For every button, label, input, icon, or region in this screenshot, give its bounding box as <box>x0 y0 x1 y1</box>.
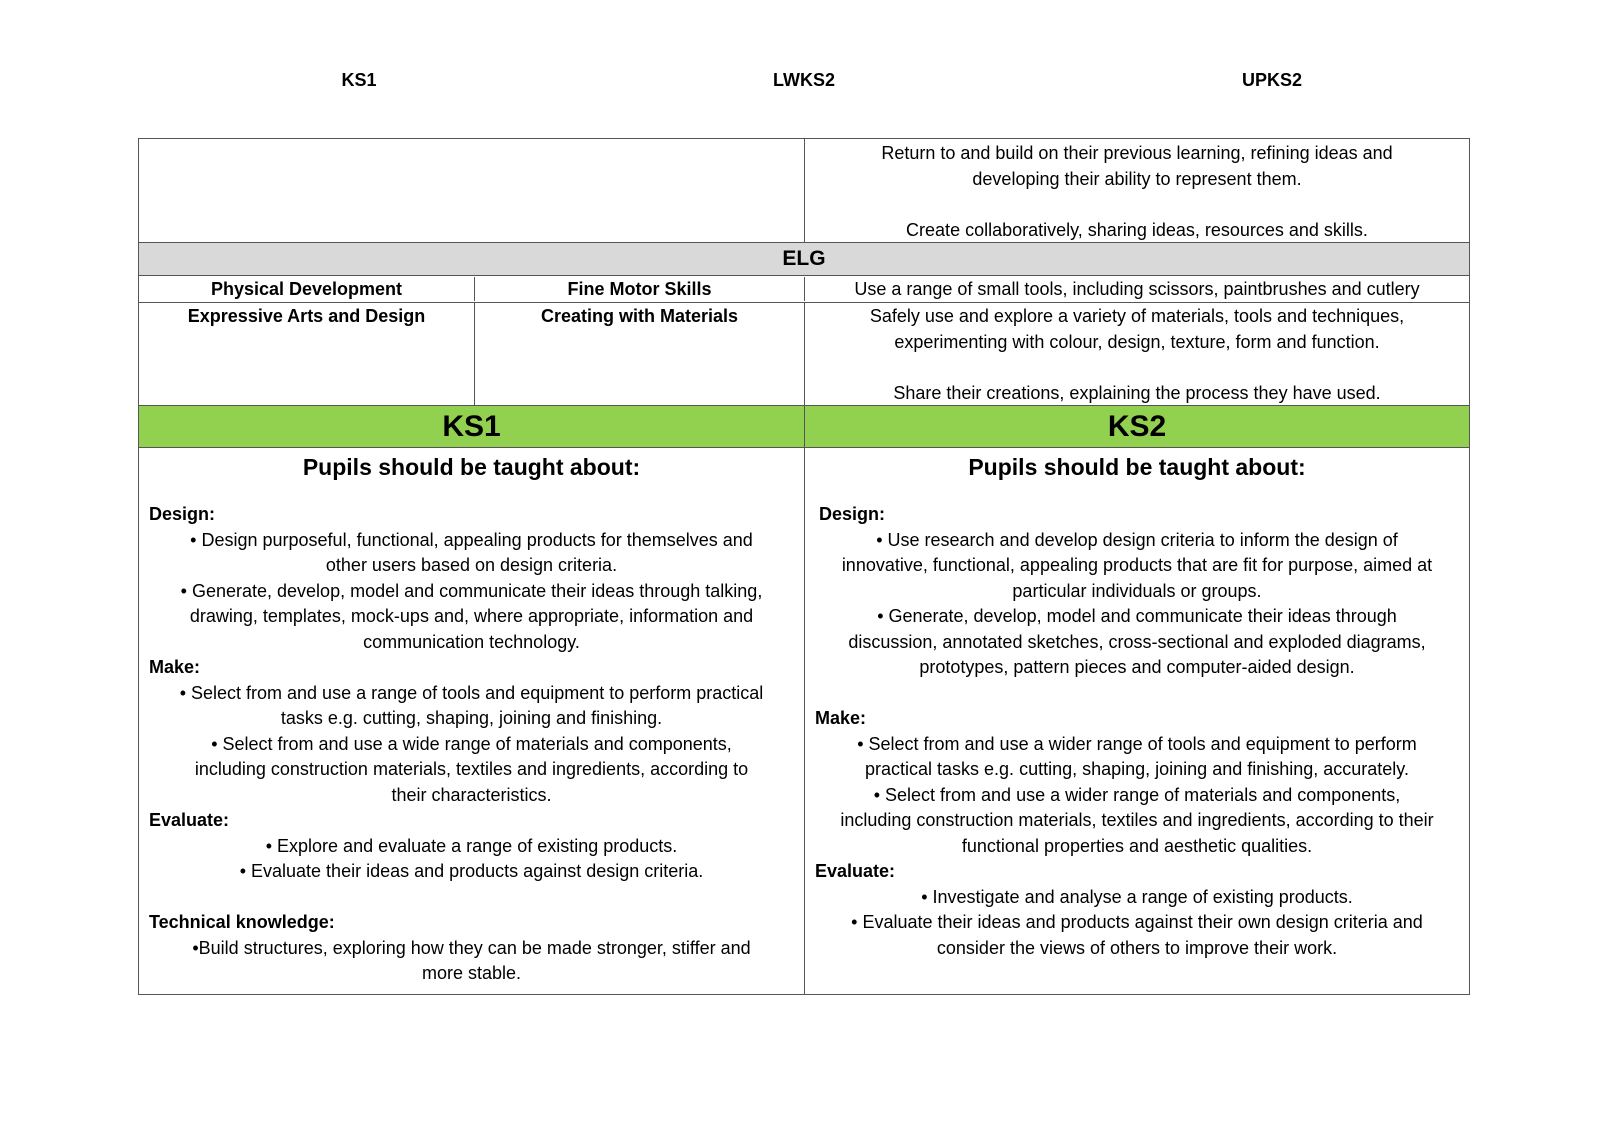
elg-heading-row <box>139 242 1469 275</box>
table-row-expressive <box>139 302 1469 405</box>
intro-line: Return to and build on their previous learning, refining ideas and <box>881 143 1393 163</box>
key-stage-heading-row <box>139 405 1469 447</box>
ks1-design-line: other users based on design criteria. <box>325 555 618 575</box>
physical-strand: Fine Motor Skills <box>474 277 804 301</box>
ks2-evaluate-line: • Investigate and analyse a range of existing products. <box>921 886 1353 907</box>
ks1-design-line: • Design purposeful, functional, appealing products for themselves and <box>190 529 753 550</box>
ks2-make-line: • Select from and use a wider range of materials and components, <box>873 784 1401 805</box>
ks1-design-label: Design: <box>149 504 216 524</box>
ks1-tech-label: Technical knowledge: <box>149 912 335 932</box>
ks1-design-line: • Generate, develop, model and communicate their ideas through talking, <box>180 580 763 601</box>
ks2-evaluate-label: Evaluate: <box>815 861 896 881</box>
ks1-make-line: • Select from and use a wide range of materials and components, <box>211 733 732 754</box>
empty-cell <box>139 139 804 242</box>
table-row-physical <box>139 275 1469 302</box>
ks2-make-line: practical tasks e.g. cutting, shaping, joining and finishing, accurately. <box>865 759 1409 779</box>
ks1-heading: KS1 <box>442 410 501 443</box>
intro-line: Create collaboratively, sharing ideas, resources and skills. <box>906 219 1368 240</box>
ks1-evaluate-label: Evaluate: <box>149 810 230 830</box>
ks2-make-label: Make: <box>815 708 867 728</box>
ks2-design-line: • Generate, develop, model and communicate their ideas through <box>877 606 1397 626</box>
ks1-make-line: their characteristics. <box>391 784 552 805</box>
ks1-evaluate-line: • Explore and evaluate a range of existing products. <box>265 835 678 856</box>
header-lwks2: LWKS2 <box>772 70 836 90</box>
ks2-make-line: functional properties and aesthetic qualities. <box>961 835 1313 856</box>
ks1-design-line: drawing, templates, mock-ups and, where appropriate, information and <box>189 606 754 626</box>
ks2-content <box>804 448 1469 994</box>
ks1-make-line: tasks e.g. cutting, shaping, joining and finishing. <box>280 708 663 728</box>
ks1-tech-line: more stable. <box>421 963 522 983</box>
ks2-evaluate-line: consider the views of others to improve their work. <box>936 937 1338 958</box>
ks2-make-line: • Select from and use a wider range of tools and equipment to perform <box>857 733 1417 754</box>
header-ks1: KS1 <box>341 70 377 90</box>
header-upks2: UPKS2 <box>1241 70 1303 90</box>
ks1-make-line: • Select from and use a range of tools and equipment to perform practical <box>179 682 764 703</box>
ks2-heading: KS2 <box>804 406 1469 447</box>
table-row-intro <box>139 139 1469 242</box>
physical-goal: Use a range of small tools, including scissors, paintbrushes and cutlery <box>804 277 1469 301</box>
ks2-design-line: prototypes, pattern pieces and computer-aided design. <box>919 657 1355 677</box>
elg-heading: ELG <box>782 247 826 270</box>
ks1-design-line: communication technology. <box>363 631 580 652</box>
ks1-content <box>139 448 804 994</box>
intro-text-cell <box>804 139 1469 242</box>
expressive-strand: Creating with Materials <box>474 303 804 405</box>
ks2-subtitle: Pupils should be taught about: <box>968 454 1306 480</box>
expressive-area: Expressive Arts and Design <box>187 306 426 326</box>
ks2-design-line: particular individuals or groups. <box>1012 580 1262 601</box>
expressive-goal <box>804 303 1469 405</box>
table-row-content <box>139 447 1469 994</box>
goal-line: Safely use and explore a variety of materials, tools and techniques, <box>869 306 1405 326</box>
curriculum-table <box>138 138 1470 995</box>
intro-line: developing their ability to represent them. <box>972 168 1302 189</box>
physical-area: Physical Development <box>210 279 403 299</box>
ks2-design-label: Design: <box>819 504 886 524</box>
goal-line: Share their creations, explaining the process they have used. <box>893 382 1381 403</box>
ks2-evaluate-line: • Evaluate their ideas and products against their own design criteria and <box>851 912 1423 932</box>
ks2-design-line: innovative, functional, appealing products that are fit for purpose, aimed at <box>841 555 1433 575</box>
ks1-make-line: including construction materials, textiles and ingredients, according to <box>194 759 749 779</box>
ks2-design-line: discussion, annotated sketches, cross-sectional and exploded diagrams, <box>848 631 1426 652</box>
ks1-make-label: Make: <box>149 657 201 677</box>
ks1-subtitle: Pupils should be taught about: <box>302 454 641 480</box>
ks1-tech-line: •Build structures, exploring how they can be made stronger, stiffer and <box>192 937 751 958</box>
goal-line: experimenting with colour, design, texture, form and function. <box>894 331 1380 352</box>
ks1-evaluate-line: • Evaluate their ideas and products against design criteria. <box>239 861 704 881</box>
ks2-design-line: • Use research and develop design criteria to inform the design of <box>876 529 1398 550</box>
ks2-make-line: including construction materials, textiles and ingredients, according to their <box>840 810 1434 830</box>
